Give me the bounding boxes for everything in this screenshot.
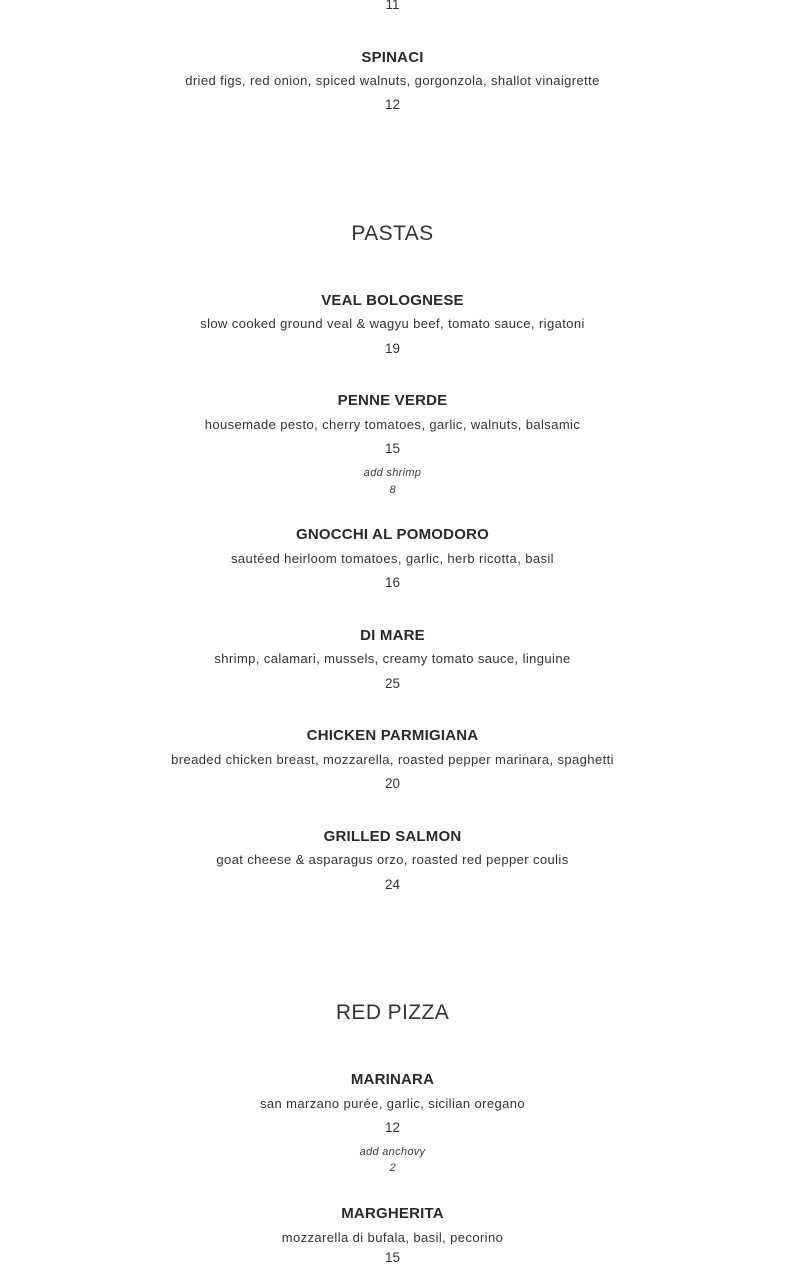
menu-item-name: GNOCCHI AL POMODORO — [296, 526, 489, 543]
menu-item-price: 11 — [385, 0, 400, 12]
menu-item-description: mozzarella di bufala, basil, pecorino — [281, 1230, 504, 1245]
menu-item-price: 16 — [384, 575, 401, 590]
menu-item-description: housemade pesto, cherry tomatoes, garlic, walnuts, balsamic — [204, 417, 581, 432]
menu-item-description: goat cheese & asparagus orzo, roasted red pepper coulis — [216, 852, 569, 867]
menu-item-addon: add anchovy — [359, 1146, 426, 1158]
menu-item-description: dried figs, red onion, spiced walnuts, gorgonzola, shallot vinaigrette — [185, 73, 600, 88]
menu-item-description: slow cooked ground veal & wagyu beef, tomato sauce, rigatoni — [200, 316, 585, 331]
menu-item-addon: add shrimp — [363, 467, 422, 479]
menu-item-price: 20 — [384, 776, 401, 791]
menu-item-price: 15 — [384, 441, 401, 456]
menu-item-price: 25 — [384, 676, 401, 691]
section-title-pastas: PASTAS — [351, 222, 434, 245]
menu-item-name: GRILLED SALMON — [323, 828, 462, 845]
menu-item-price: 12 — [384, 97, 401, 112]
menu-item-description: san marzano purée, garlic, sicilian oregano — [259, 1096, 526, 1111]
menu-item-name: PENNE VERDE — [337, 392, 448, 409]
menu-item-price: 15 — [384, 1250, 401, 1265]
menu-item-description: shrimp, calamari, mussels, creamy tomato sauce, linguine — [214, 651, 571, 666]
menu-item-addon-price: 2 — [389, 1162, 396, 1174]
menu-item-description: sautéed heirloom tomatoes, garlic, herb ricotta, basil — [231, 551, 554, 566]
menu-item-name: VEAL BOLOGNESE — [321, 292, 464, 309]
section-title-red-pizza: RED PIZZA — [335, 1001, 450, 1024]
menu-item-name: CHICKEN PARMIGIANA — [306, 727, 479, 744]
menu-item-name: DI MARE — [360, 627, 425, 644]
menu-item-name: MARGHERITA — [341, 1205, 444, 1222]
menu-item-name: SPINACI — [361, 49, 424, 66]
menu-item-price: 24 — [384, 877, 401, 892]
menu-item-name: MARINARA — [350, 1071, 435, 1088]
menu-item-price: 19 — [384, 341, 401, 356]
menu-item-addon-price: 8 — [389, 484, 396, 496]
menu-item-price: 12 — [384, 1120, 401, 1135]
menu-item-description: breaded chicken breast, mozzarella, roasted pepper marinara, spaghetti — [171, 752, 614, 767]
